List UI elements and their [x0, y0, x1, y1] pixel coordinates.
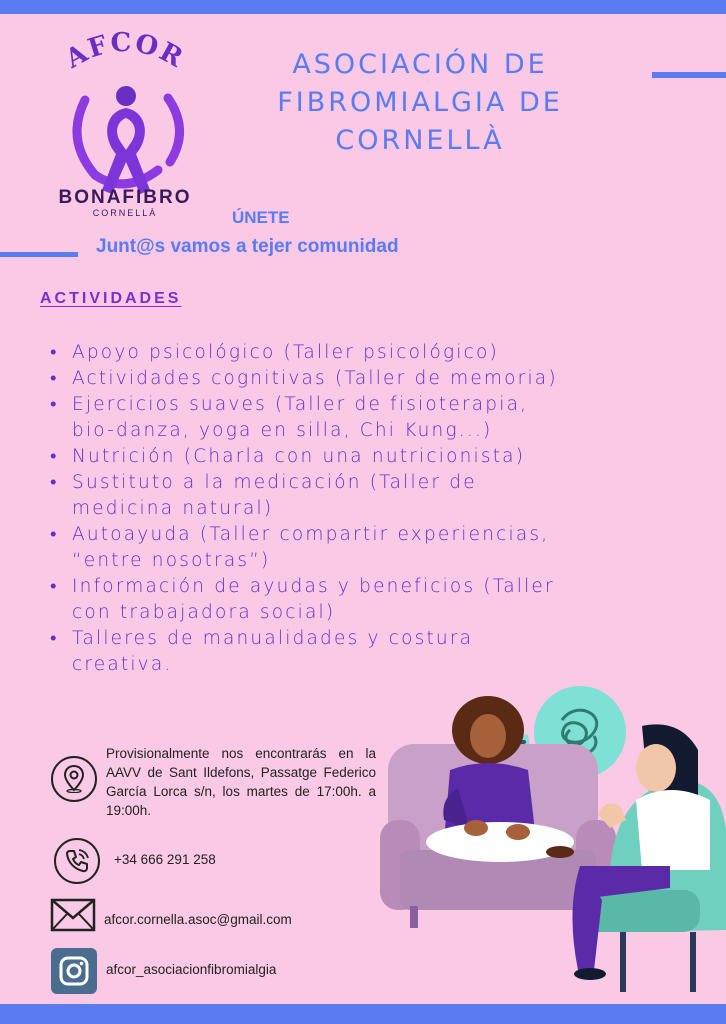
title-line: CORNELLÀ — [335, 125, 505, 156]
afcor-logo — [40, 30, 210, 220]
instagram-icon[interactable] — [51, 948, 97, 994]
right-accent-bar — [652, 72, 726, 78]
activity-item: • Nutrición (Charla con una nutricionista) — [48, 444, 678, 470]
activity-item: • Actividades cognitivas (Taller de memoria) — [48, 366, 678, 392]
activity-item: • Información de ayudas y beneficios (Taller con trabajadora social) — [48, 574, 678, 626]
activities-heading: ACTIVIDADES — [40, 290, 182, 307]
activity-item: • Sustituto a la medicación (Taller de medicina natural) — [48, 470, 678, 522]
phone-number[interactable]: +34 666 291 258 — [114, 852, 216, 867]
logo-top-text: AFCOR — [60, 30, 190, 75]
tagline: Junt@s vamos a tejer comunidad — [96, 236, 399, 257]
top-bar — [0, 0, 726, 14]
join-label: ÚNETE — [232, 208, 290, 227]
title-line: FIBROMIALGIA DE — [277, 87, 563, 118]
activity-item: • Talleres de manualidades y costura creativa. — [48, 626, 678, 678]
therapy-illustration — [380, 670, 726, 1004]
phone-icon — [54, 838, 100, 884]
instagram-handle[interactable]: afcor_asociacionfibromialgia — [106, 962, 277, 977]
logo-bottom-text: BONAFIBRO — [58, 187, 192, 208]
title-line: ASOCIACIÓN DE — [292, 49, 548, 80]
location-pin-icon — [51, 756, 97, 802]
email-link[interactable]: afcor.cornella.asoc@gmail.com — [104, 912, 292, 927]
activities-list — [48, 340, 678, 678]
logo-sub-text: CORNELLÀ — [92, 208, 158, 218]
page-title — [260, 46, 580, 160]
address-text: Provisionalmente nos encontrarás en la AAVV de Sant Ildefons, Passatge Federico García Lorca s/n, los martes de 17:00h. a 19:00h. — [106, 746, 376, 818]
bottom-bar — [0, 1004, 726, 1024]
activity-item: • Autoayuda (Taller compartir experiencias, “entre nosotras”) — [48, 522, 678, 574]
activity-item: • Ejercicios suaves (Taller de fisioterapia, bio-danza, yoga en silla, Chi Kung...) — [48, 392, 678, 444]
left-accent-bar — [0, 252, 78, 257]
activity-item: • Apoyo psicológico (Taller psicológico) — [48, 340, 678, 366]
svg-text:AFCOR — [60, 30, 189, 75]
envelope-icon — [50, 898, 96, 932]
